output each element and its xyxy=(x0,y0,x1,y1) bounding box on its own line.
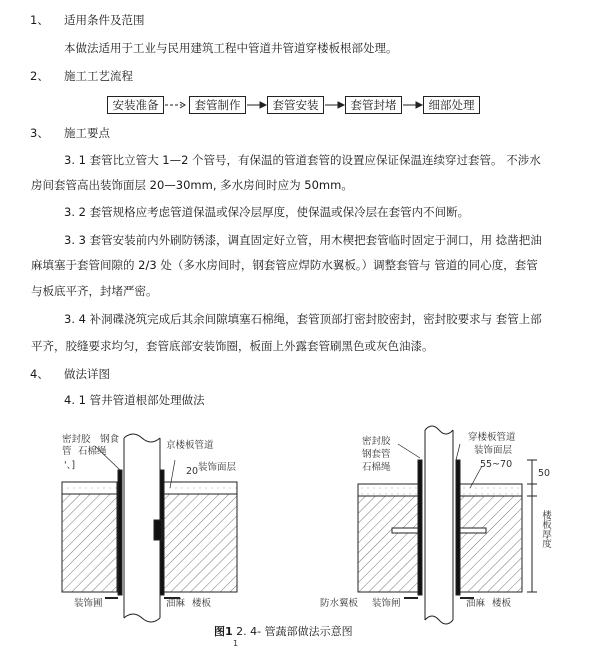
flow-step-5: 细部处理 xyxy=(423,96,480,114)
right-flange-l xyxy=(392,528,418,533)
right-pipe-break-top xyxy=(425,426,453,434)
flow-step-3: 套管安装 xyxy=(267,96,324,114)
right-sleeve-r xyxy=(456,460,460,595)
para-3-3-line1: 3. 3 套管安装前内外刷防锈漆，调直固定好立管，用木楔把套管临时固定于洞口，用 捻凿把油 xyxy=(64,233,542,247)
section1-body: 本做法适用于工业与民用建筑工程中管道井管道穿楼板根部处理。 xyxy=(64,41,398,55)
flow-step-2: 套管制作 xyxy=(189,96,246,114)
para-3-4-line2: 平齐，胶缝要求均匀，套管底部安装饰圈，板面上外露套管刷黑色或灰色油漆。 xyxy=(31,339,434,353)
left-label-pipe: 管 xyxy=(62,446,72,457)
right-sleeve-l xyxy=(418,460,422,595)
right-slab-left xyxy=(358,496,418,592)
right-label-rope: 石棉绳 xyxy=(362,462,391,473)
left-pipe-break-top xyxy=(124,434,160,442)
left-finish-layer-right xyxy=(164,482,237,494)
right-label-ring: 装饰闸 xyxy=(372,598,401,609)
section2-title: 施工工艺流程 xyxy=(64,69,133,83)
left-label-slab-pipe: 京楼板管道 xyxy=(166,440,214,451)
left-label-steel: 钢食 xyxy=(100,434,120,445)
left-label-slab: 楼板 xyxy=(192,598,212,609)
section4-title: 做法详图 xyxy=(64,367,110,381)
section1-number: 1、 xyxy=(30,13,49,27)
left-fixing xyxy=(154,520,162,540)
right-label-thickness: 楼板厚度 xyxy=(540,510,551,548)
flow-step-4: 套管封堵 xyxy=(345,96,402,114)
para-3-1-line2: 房间套管高出装饰面层 20—30mm, 多水房间时应为 50mm。 xyxy=(31,178,353,192)
flow-step-1: 安装准备 xyxy=(107,96,164,114)
para-3-2-line1: 3. 2 套管规格应考虑管道保温或保冷层厚度，使保温或保冷层在套管内不间断。 xyxy=(64,205,470,219)
left-label-oakum: 油麻 xyxy=(166,598,186,609)
left-finish-layer-left xyxy=(62,482,117,494)
right-label-dim-range: 55~70 xyxy=(480,459,513,470)
figure-caption-text: 2. 4- 管蔬部做法示意图 xyxy=(236,625,353,638)
left-pipe-break-bottom xyxy=(124,614,160,622)
right-label-sleeve-title: 穿楼板管道 xyxy=(468,432,516,443)
left-slab-right xyxy=(164,494,237,592)
right-label-finish-layer: 装饰面层 xyxy=(474,445,513,456)
right-label-50: 50 xyxy=(538,468,551,479)
right-label-flange: 防水翼板 xyxy=(320,598,359,609)
figure-caption xyxy=(214,625,353,639)
left-label-ring: 装饰圃 xyxy=(74,598,103,609)
section4-number: 4、 xyxy=(30,367,49,381)
right-label-steel-sleeve: 钢套管 xyxy=(362,449,391,460)
para-3-1-line1: 3. 1 套管比立管大 1—2 个管号，有保温的管道套管的设置应保证保温连续穿过套管。 不涉水 xyxy=(64,153,541,167)
right-pipe-break-bottom xyxy=(425,616,453,624)
section1-title: 适用条件及范围 xyxy=(64,13,145,27)
para-3-3-line3: 与板底平齐，封堵严密。 xyxy=(31,284,158,298)
left-label-finish-layer: 装饰面层 xyxy=(198,462,237,473)
right-finish-layer-right xyxy=(460,484,522,496)
right-leader-sealant xyxy=(398,444,420,458)
section2-number: 2、 xyxy=(30,69,49,83)
left-label-20: 20 xyxy=(186,466,199,477)
right-leader-sleeve xyxy=(456,444,460,460)
para-3-3-line2: 麻填塞于套管间隙的 2/3 处（多水房间时，钢套管应焊防水翼板。）调整套管与 管道的同心度，套管 xyxy=(31,258,538,272)
left-slab-left xyxy=(62,494,117,592)
right-slab-right xyxy=(460,496,522,592)
left-sleeve-l xyxy=(118,470,122,595)
right-label-oakum: 油麻 xyxy=(466,598,486,609)
section3-number: 3、 xyxy=(30,126,49,140)
figure-caption-prefix: 图1 xyxy=(214,625,233,638)
right-finish-layer-left xyxy=(358,484,418,496)
section4-subtitle: 4. 1 管井管道根部处理做法 xyxy=(64,393,205,407)
right-label-slab: 楼板 xyxy=(492,598,512,609)
right-label-sealant: 密封胶 xyxy=(362,436,391,447)
page-number: 1 xyxy=(233,639,239,648)
right-flange-r xyxy=(460,528,486,533)
left-label-rope: 石棉绳 xyxy=(78,446,107,457)
section3-title: 施工要点 xyxy=(64,126,110,140)
left-label-sealant: 密封胶 xyxy=(62,434,91,445)
left-label-marks: '、] xyxy=(64,460,76,471)
para-3-4-line1: 3. 4 补洞碟浇筑完成后其余间隙填塞石棉绳，套管顶部打密封胶密封，密封胶要求与 套管上部 xyxy=(64,312,542,326)
